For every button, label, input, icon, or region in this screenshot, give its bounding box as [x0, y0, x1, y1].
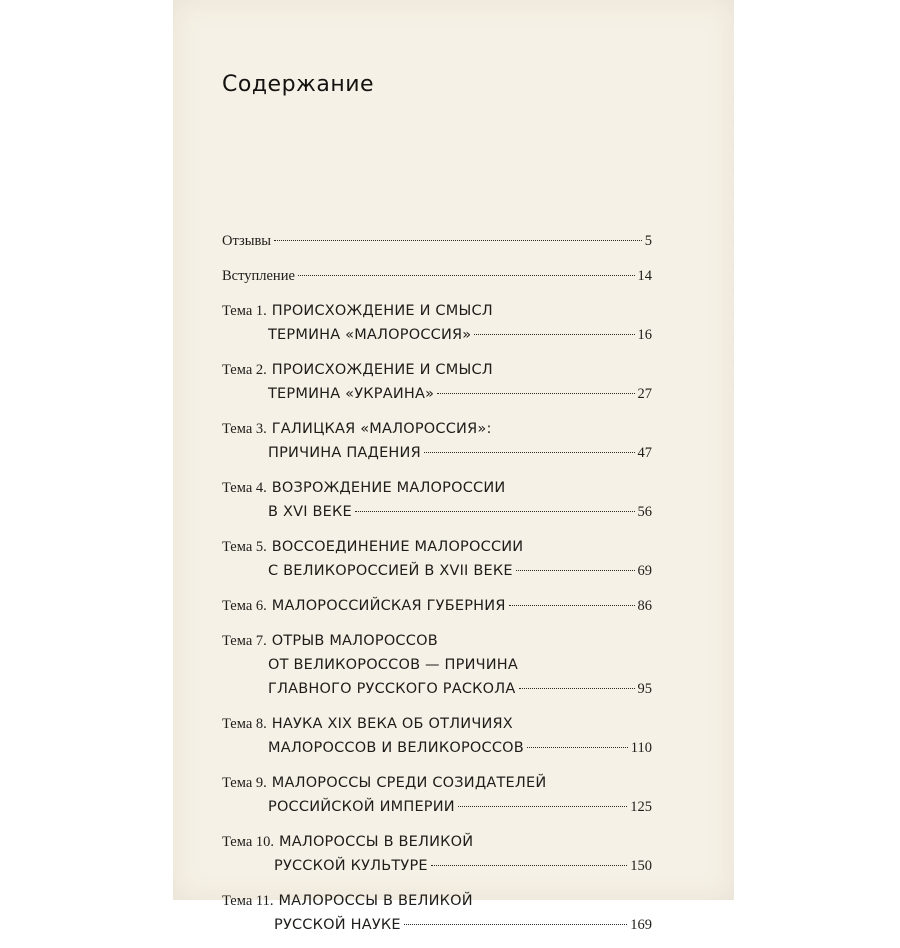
toc-entry-line: [222, 629, 652, 653]
toc-entry-line: [222, 736, 652, 760]
toc-entry[interactable]: [222, 264, 652, 288]
toc-entry-line: [222, 594, 652, 618]
toc-entry-title: ПРОИСХОЖДЕНИЕ И СМЫСЛ: [271, 362, 493, 378]
toc-entry[interactable]: [222, 889, 652, 937]
page-number: 95: [637, 681, 652, 697]
dot-leader: [527, 747, 628, 748]
toc-entry-title: ТЕРМИНА «МАЛОРОССИЯ»: [268, 327, 472, 343]
toc-entry-line: [222, 889, 652, 913]
dot-leader: [519, 688, 635, 689]
topic-number: Тема 8.: [222, 716, 267, 732]
toc-entry[interactable]: [222, 594, 652, 618]
dot-leader: [458, 806, 627, 807]
toc-entry[interactable]: [222, 299, 652, 347]
page-number: 169: [630, 917, 652, 933]
topic-number: Тема 2.: [222, 362, 267, 378]
topic-number: Тема 7.: [222, 633, 267, 649]
dot-leader: [431, 865, 627, 866]
topic-number: Тема 3.: [222, 421, 267, 437]
toc-entry-title: ГЛАВНОГО РУССКОГО РАСКОЛА: [268, 681, 516, 697]
toc-entry-title: С ВЕЛИКОРОССИЕЙ В XVII ВЕКЕ: [268, 563, 513, 579]
toc-entry-title: ВОССОЕДИНЕНИЕ МАЛОРОССИИ: [271, 539, 524, 555]
toc-entry-line: [222, 417, 652, 441]
toc-entry-line: [222, 441, 652, 465]
toc-entry-title: ГАЛИЦКАЯ «МАЛОРОССИЯ»:: [271, 421, 492, 437]
toc-entry-title: ОТ ВЕЛИКОРОССОВ — ПРИЧИНА: [268, 657, 519, 673]
toc-entry-title: РУССКОЙ НАУКЕ: [274, 917, 401, 933]
topic-number: Тема 5.: [222, 539, 267, 555]
toc-entry-title: РОССИЙСКОЙ ИМПЕРИИ: [268, 799, 455, 815]
toc-entry[interactable]: [222, 229, 652, 253]
toc-entry-line: [222, 323, 652, 347]
toc-entry[interactable]: [222, 476, 652, 524]
toc-entry-title: ТЕРМИНА «УКРАИНА»: [268, 386, 435, 402]
toc-entry-line: [222, 358, 652, 382]
toc-entry-title: МАЛОРОССЫ В ВЕЛИКОЙ: [279, 834, 474, 850]
dot-leader: [274, 240, 642, 241]
page-number: 14: [637, 268, 652, 284]
toc-entry[interactable]: [222, 417, 652, 465]
toc-entry-line: [222, 229, 652, 253]
toc-entry[interactable]: [222, 358, 652, 406]
toc-entry-title: Отзывы: [222, 233, 272, 249]
toc-entry[interactable]: [222, 771, 652, 819]
table-of-contents: [222, 229, 652, 948]
toc-entry-line: [222, 854, 652, 878]
topic-number: Тема 9.: [222, 775, 267, 791]
toc-entry-title: МАЛОРОССИЙСКАЯ ГУБЕРНИЯ: [271, 598, 506, 614]
toc-entry-line: [222, 677, 652, 701]
page-number: 86: [637, 598, 652, 614]
toc-entry-title: ПРОИСХОЖДЕНИЕ И СМЫСЛ: [271, 303, 493, 319]
toc-entry-title: МАЛОРОССЫ СРЕДИ СОЗИДАТЕЛЕЙ: [271, 775, 547, 791]
toc-entry-line: [222, 559, 652, 583]
dot-leader: [298, 275, 635, 276]
toc-entry[interactable]: [222, 535, 652, 583]
page-number: 125: [630, 799, 652, 815]
toc-entry-title: Вступление: [222, 268, 295, 284]
toc-entry-line: [222, 264, 652, 288]
toc-entry-title: ОТРЫВ МАЛОРОССОВ: [271, 633, 438, 649]
topic-number: Тема 1.: [222, 303, 267, 319]
toc-entry-line: [222, 830, 652, 854]
toc-entry-title: ВОЗРОЖДЕНИЕ МАЛОРОССИИ: [271, 480, 506, 496]
toc-entry[interactable]: [222, 629, 652, 701]
toc-title: Содержание: [222, 72, 375, 97]
page-number: 27: [637, 386, 652, 402]
toc-entry-line: [222, 913, 652, 937]
dot-leader: [437, 393, 634, 394]
toc-entry-line: [222, 771, 652, 795]
page-number: 69: [637, 563, 652, 579]
toc-entry-title: МАЛОРОССЫ В ВЕЛИКОЙ: [278, 893, 473, 909]
topic-number: Тема 10.: [222, 834, 275, 850]
page-number: 150: [630, 858, 652, 874]
toc-entry-title: ПРИЧИНА ПАДЕНИЯ: [268, 445, 421, 461]
dot-leader: [404, 924, 628, 925]
toc-entry-line: [222, 712, 652, 736]
toc-entry-line: [222, 795, 652, 819]
dot-leader: [424, 452, 635, 453]
topic-number: Тема 11.: [222, 893, 274, 909]
toc-entry-title: МАЛОРОССОВ И ВЕЛИКОРОССОВ: [268, 740, 524, 756]
topic-number: Тема 4.: [222, 480, 267, 496]
dot-leader: [474, 334, 634, 335]
page-number: 5: [644, 233, 652, 249]
toc-entry-title: В XVI ВЕКЕ: [268, 504, 352, 520]
toc-entry-title: РУССКОЙ КУЛЬТУРЕ: [274, 858, 428, 874]
page-number: 47: [637, 445, 652, 461]
page-number: 56: [637, 504, 652, 520]
toc-entry-line: [222, 535, 652, 559]
toc-entry[interactable]: [222, 830, 652, 878]
toc-entry[interactable]: [222, 712, 652, 760]
page-number: 16: [637, 327, 652, 343]
dot-leader: [516, 570, 635, 571]
toc-entry-title: НАУКА XIX ВЕКА ОБ ОТЛИЧИЯХ: [271, 716, 513, 732]
toc-entry-line: [222, 476, 652, 500]
show-through-text: [733, 95, 734, 395]
toc-entry-line: [222, 299, 652, 323]
topic-number: Тема 6.: [222, 598, 267, 614]
toc-entry-line: [222, 382, 652, 406]
toc-entry-line: [222, 653, 652, 677]
page-number: 110: [630, 740, 652, 756]
dot-leader: [355, 511, 635, 512]
dot-leader: [509, 605, 635, 606]
toc-entry-line: [222, 500, 652, 524]
